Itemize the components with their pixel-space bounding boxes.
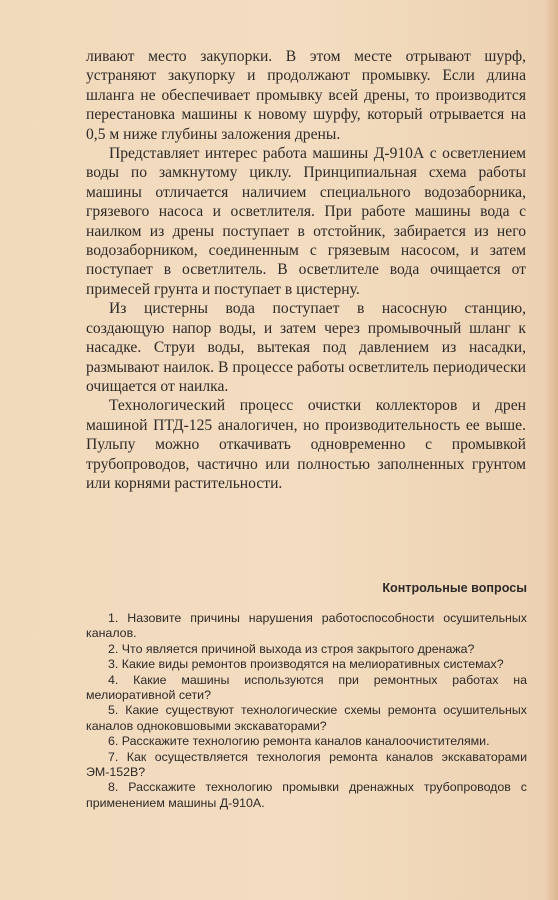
main-text (86, 47, 526, 493)
paragraph-4: Технологический процесс очистки коллекторов и дрен машиной ПТД-125 аналогичен, но производительность ее выше. Пульпу можно откачивать одновременно с промывкой трубопроводов, частично или полностью заполненных грунтом или корнями растительности. (86, 397, 526, 492)
question-item: 1. Назовите причины нарушения работоспособности осушительных каналов. (86, 611, 527, 641)
paragraph-3: Из цистерны вода поступает в насосную станцию, создающую напор воды, и затем через промывочный шланг к насадке. Струи воды, вытекая под давлением из насадки, размывают наилок. В процессе работы осветлитель периодически очищается от наилка. (86, 300, 526, 395)
paragraph-2: Представляет интерес работа машины Д-910А с осветлением воды по замкнутому циклу. Принципиальная схема работы машины отличается наличием специального водозаборника, грязевого насоса и осветлителя. При работе машины вода с наилком из дрены поступает в отстойник, забирается из него водозаборником, соединенным с грязевым насосом, и затем поступает в осветлитель. В осветлителе вода очищается от примесей грунта и поступает в цистерну. (86, 145, 526, 298)
question-item: 7. Как осуществляется технология ремонта каналов экскаваторами ЭМ-152В? (86, 749, 527, 780)
question-item: 4. Какие машины используются при ремонтных работах на мелиоративной сети? (86, 672, 527, 703)
question-item: 2. Что является причиной выхода из строя закрытого дренажа? (108, 641, 475, 656)
section-title: Контрольные вопросы (382, 581, 527, 595)
question-item: 3. Какие виды ремонтов производятся на мелиоративных системах? (108, 657, 504, 672)
question-item: 6. Расскажите технологию ремонта каналов каналоочистителями. (108, 734, 490, 749)
questions-list (86, 611, 527, 811)
question-item: 8. Расскажите технологию промывки дренажных трубопроводов с применением машины Д-910А. (86, 780, 527, 810)
page-edge-shadow (544, 0, 558, 900)
question-item: 5. Какие существуют технологические схемы ремонта осушительных каналов одноковшовыми экскаваторами? (86, 703, 527, 733)
paragraph-1: ливают место закупорки. В этом месте отрывают шурф, устраняют закупорку и продолжают промывку. Если длина шланга не обеспечивает промывку всей дрены, то производится перестановка машины к новому шурфу, который отрывается на 0,5 м ниже глубины заложения дрены. (86, 48, 526, 143)
